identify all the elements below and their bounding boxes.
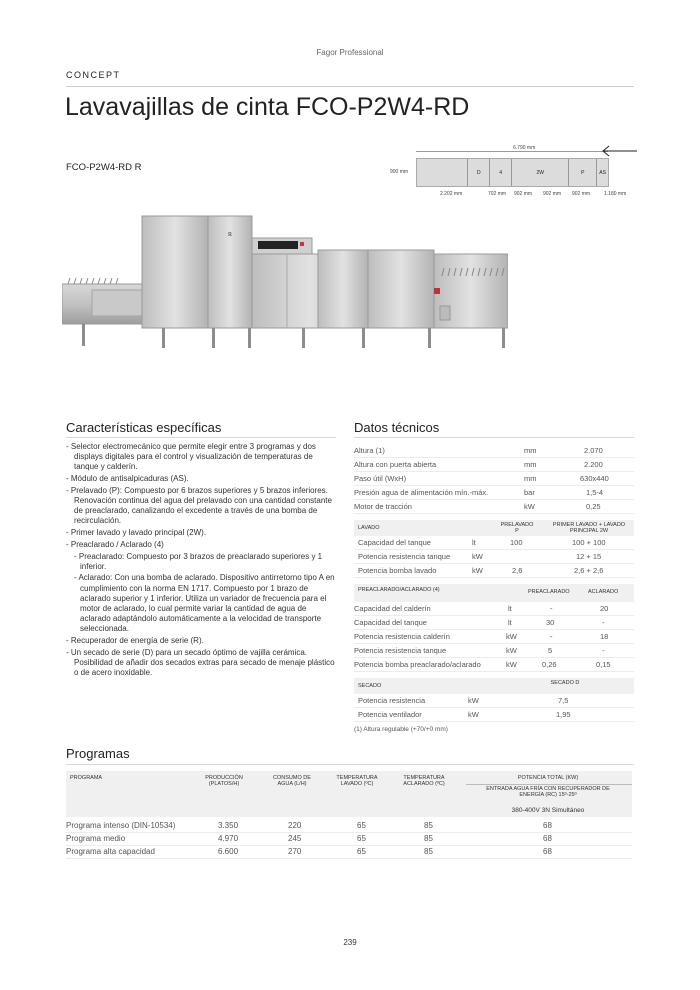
tech-value: 18	[600, 632, 609, 641]
col-entrada-agua: ENTRADA AGUA FRÍA CON RECUPERADOR DE ENERGÍA (RC) 15º-25º	[486, 786, 610, 798]
preaclarado-header-label: PREACLARADO/ACLARADO (4)	[358, 587, 440, 593]
segment-p: P	[569, 159, 597, 186]
program-potencia: 68	[543, 847, 552, 856]
lavado-header-col: PRELAVADO P	[500, 522, 534, 534]
feature-item: - Prelavado (P): Compuesto por 6 brazos superiores y 5 brazos inferiores. Renovación continua del agua del prelavado con una cantidad constante de preaclarado, canalizando el excedente a través de una bomba de recirculación.	[66, 485, 332, 526]
tech-unit: mm	[524, 460, 537, 469]
tech-row	[354, 500, 634, 514]
tech-value: 2.070	[584, 446, 603, 455]
tech-unit: lt	[508, 604, 512, 613]
features-heading: Características específicas	[66, 420, 222, 435]
section-label: CONCEPT	[66, 70, 121, 80]
dimension-total-length: 6.790 mm	[513, 145, 536, 151]
dimension-value: 702 mm	[488, 191, 507, 197]
tech-row	[354, 458, 634, 472]
potencia-divider	[466, 784, 632, 785]
program-row	[66, 820, 632, 833]
feature-item: - Selector electromecánico que permite elegir entre 3 programas y dos displays digitales para el control y visualización de temperaturas de tanque y calderín.	[66, 442, 316, 472]
tech-row	[354, 630, 634, 644]
secado-header-label: SECADO	[358, 683, 382, 689]
tech-value: 30	[546, 618, 555, 627]
direction-arrow-icon	[599, 144, 639, 158]
tech-label: Potencia resistencia	[358, 696, 426, 705]
programs-heading: Programas	[66, 746, 130, 761]
tech-value: 12 + 15	[576, 552, 602, 561]
tech-value: 7,5	[558, 696, 569, 705]
tech-value: -	[550, 604, 553, 613]
program-name: Programa alta capacidad	[66, 847, 155, 856]
program-temp-lavado: 65	[357, 821, 366, 830]
segment-4: 4	[490, 159, 512, 186]
tech-unit: mm	[524, 474, 537, 483]
segment-2w: 2W	[512, 159, 569, 186]
machine-layout-diagram	[416, 158, 609, 187]
program-temp-lavado: 65	[357, 834, 366, 843]
lavado-header	[354, 520, 634, 536]
feature-item: - Preaclarado / Aclarado (4)	[66, 539, 164, 549]
tech-row	[354, 616, 634, 630]
col-temp-aclarado: TEMPERATURA ACLARADO (ºC)	[403, 775, 445, 787]
program-potencia: 68	[543, 834, 552, 843]
tech-unit: kW	[506, 632, 517, 641]
tech-row	[354, 444, 634, 458]
col-temp-lavado: TEMPERATURA LAVADO (ºC)	[336, 775, 378, 787]
program-consumo: 270	[288, 847, 302, 856]
page-title: Lavavajillas de cinta FCO-P2W4-RD	[65, 93, 470, 121]
features-divider	[66, 437, 336, 438]
features-list	[66, 442, 338, 680]
brand-header: Fagor Professional	[316, 48, 384, 57]
tech-label: Altura con puerta abierta	[354, 460, 437, 469]
tech-unit: mm	[524, 446, 537, 455]
tech-value: 0,25	[586, 502, 601, 511]
tech-divider	[354, 437, 634, 438]
tech-label: Potencia bomba preaclarado/aclarado	[354, 660, 481, 669]
program-name: Programa medio	[66, 834, 126, 843]
tech-value: 1,5-4	[586, 488, 604, 497]
dimension-value: 902 mm	[514, 191, 533, 197]
tech-value: 630x440	[580, 474, 609, 483]
col-programa: PROGRAMA	[70, 775, 103, 781]
program-produccion: 6.600	[218, 847, 239, 856]
program-row	[66, 833, 632, 846]
tech-row	[354, 602, 634, 616]
tech-value: -	[602, 646, 605, 655]
tech-value: 100	[510, 538, 523, 547]
tech-row	[354, 694, 634, 708]
tech-unit: kW	[506, 646, 517, 655]
tech-value: 2,6 + 2,6	[574, 566, 604, 575]
dishwasher-image	[62, 212, 508, 352]
tech-heading: Datos técnicos	[354, 420, 440, 435]
dimension-value: 902 mm	[543, 191, 562, 197]
dimension-value: 2.202 mm	[440, 191, 463, 197]
tech-value: -	[550, 632, 553, 641]
secado-header-col: SECADO D	[550, 680, 580, 686]
tech-unit: kW	[468, 696, 479, 705]
tech-value: 100 + 100	[572, 538, 606, 547]
tech-label: Potencia resistencia tanque	[354, 646, 447, 655]
tech-value: 2.200	[584, 460, 603, 469]
tech-row	[354, 658, 634, 672]
program-produccion: 3.350	[218, 821, 239, 830]
program-produccion: 4.970	[218, 834, 239, 843]
dimension-height: 900 mm	[390, 169, 409, 175]
feature-item: - Un secado de serie (D) para un secado óptimo de vajilla cerámica. Posibilidad de añadir dos secados extras para secado de menaje plástico o de acero inoxidable.	[66, 647, 335, 678]
segment-as: AS	[599, 169, 606, 176]
preaclarado-header-col: PREACLARADO	[528, 589, 570, 595]
tech-unit: kW	[468, 710, 479, 719]
feature-item: - Primer lavado y lavado principal (2W).	[66, 528, 207, 538]
programs-divider	[66, 764, 634, 765]
tech-value: 0,26	[542, 660, 557, 669]
preaclarado-header-col: ACLARADO	[588, 589, 619, 595]
feature-item: - Módulo de antisalpicaduras (AS).	[66, 474, 189, 484]
tech-row	[354, 564, 634, 578]
dimension-bottom-row	[416, 191, 636, 201]
tech-value: 5	[548, 646, 553, 655]
tech-label: Potencia resistencia tanque	[358, 552, 451, 561]
tech-row	[354, 486, 634, 500]
programs-table-body	[66, 820, 632, 859]
tech-value: 2,6	[512, 566, 523, 575]
col-consumo: CONSUMO DE AGUA (L/H)	[273, 775, 311, 787]
tech-row	[354, 536, 634, 550]
tech-unit: kW	[472, 552, 483, 561]
tech-row	[354, 550, 634, 564]
tech-row	[354, 708, 634, 722]
tech-unit: kW	[524, 502, 535, 511]
tech-row	[354, 472, 634, 486]
feature-subitem: - Aclarado: Con una bomba de aclarado. Dispositivo antirretorno tipo A en cumplimiento con la norma EN 1717. Compuesto por 1 brazo de aclarado superior y 1 inferior. Utiliza un variador de frecuencia para el motor de aclarado, lo cual permite variar la cantidad de agua de aclarado adaptándolo automáticamente a la velocidad de transporte seleccionada.	[74, 573, 335, 634]
lavado-header-col: PRIMER LAVADO + LAVADO PRINCIPAL 2W	[552, 522, 626, 534]
tech-label: Potencia ventilador	[358, 710, 422, 719]
tech-footnote: (1) Altura regulable (+70/+0 mm)	[354, 726, 448, 733]
segment-d: D	[468, 159, 490, 186]
tech-unit: lt	[472, 538, 476, 547]
tech-label: Paso útil (WxH)	[354, 474, 407, 483]
tech-unit: kW	[506, 660, 517, 669]
col-produccion: PRODUCCIÓN (PLATOS/H)	[205, 775, 243, 787]
tech-unit: lt	[508, 618, 512, 627]
tech-table	[354, 444, 634, 733]
dimension-line	[416, 151, 608, 152]
tech-unit: bar	[524, 488, 535, 497]
programs-table-header	[66, 771, 632, 817]
tech-label: Potencia bomba lavado	[358, 566, 437, 575]
dimension-value: 1.180 mm	[604, 191, 627, 197]
header-divider	[66, 86, 634, 87]
tech-value: -	[602, 618, 605, 627]
program-name: Programa intenso (DIN-10534)	[66, 821, 176, 830]
tech-row	[354, 644, 634, 658]
feature-item: - Recuperador de energía de serie (R).	[66, 636, 204, 646]
machine-label: R	[228, 232, 233, 238]
tech-value: 1,95	[556, 710, 571, 719]
lavado-header-label: LAVADO	[358, 525, 380, 531]
tech-label: Capacidad del tanque	[358, 538, 431, 547]
tech-value: 0,15	[596, 660, 611, 669]
tech-label: Potencia resistencia calderín	[354, 632, 450, 641]
tech-label: Motor de tracción	[354, 502, 412, 511]
program-temp-aclarado: 85	[424, 834, 433, 843]
segment-blank	[417, 159, 468, 186]
tech-label: Capacidad del calderín	[354, 604, 431, 613]
page-number: 239	[343, 938, 357, 947]
dimension-value: 902 mm	[572, 191, 591, 197]
program-temp-aclarado: 85	[424, 847, 433, 856]
tech-value: 20	[600, 604, 609, 613]
tech-unit: kW	[472, 566, 483, 575]
tech-label: Altura (1)	[354, 446, 385, 455]
model-label: FCO-P2W4-RD R	[66, 162, 142, 173]
tech-label: Presión agua de alimentación mín.-máx.	[354, 488, 489, 497]
program-row	[66, 846, 632, 859]
col-potencia: POTENCIA TOTAL (KW)	[517, 775, 579, 781]
program-potencia: 68	[543, 821, 552, 830]
preaclarado-header	[354, 584, 634, 602]
program-consumo: 220	[288, 821, 302, 830]
col-tension: 380-400V 3N Simultáneo	[511, 807, 585, 814]
tech-label: Capacidad del tanque	[354, 618, 427, 627]
secado-header	[354, 678, 634, 694]
program-temp-lavado: 65	[357, 847, 366, 856]
program-temp-aclarado: 85	[424, 821, 433, 830]
feature-subitem: - Preaclarado: Compuesto por 3 brazos de preaclarado superiores y 1 inferior.	[74, 551, 323, 571]
program-consumo: 245	[288, 834, 302, 843]
